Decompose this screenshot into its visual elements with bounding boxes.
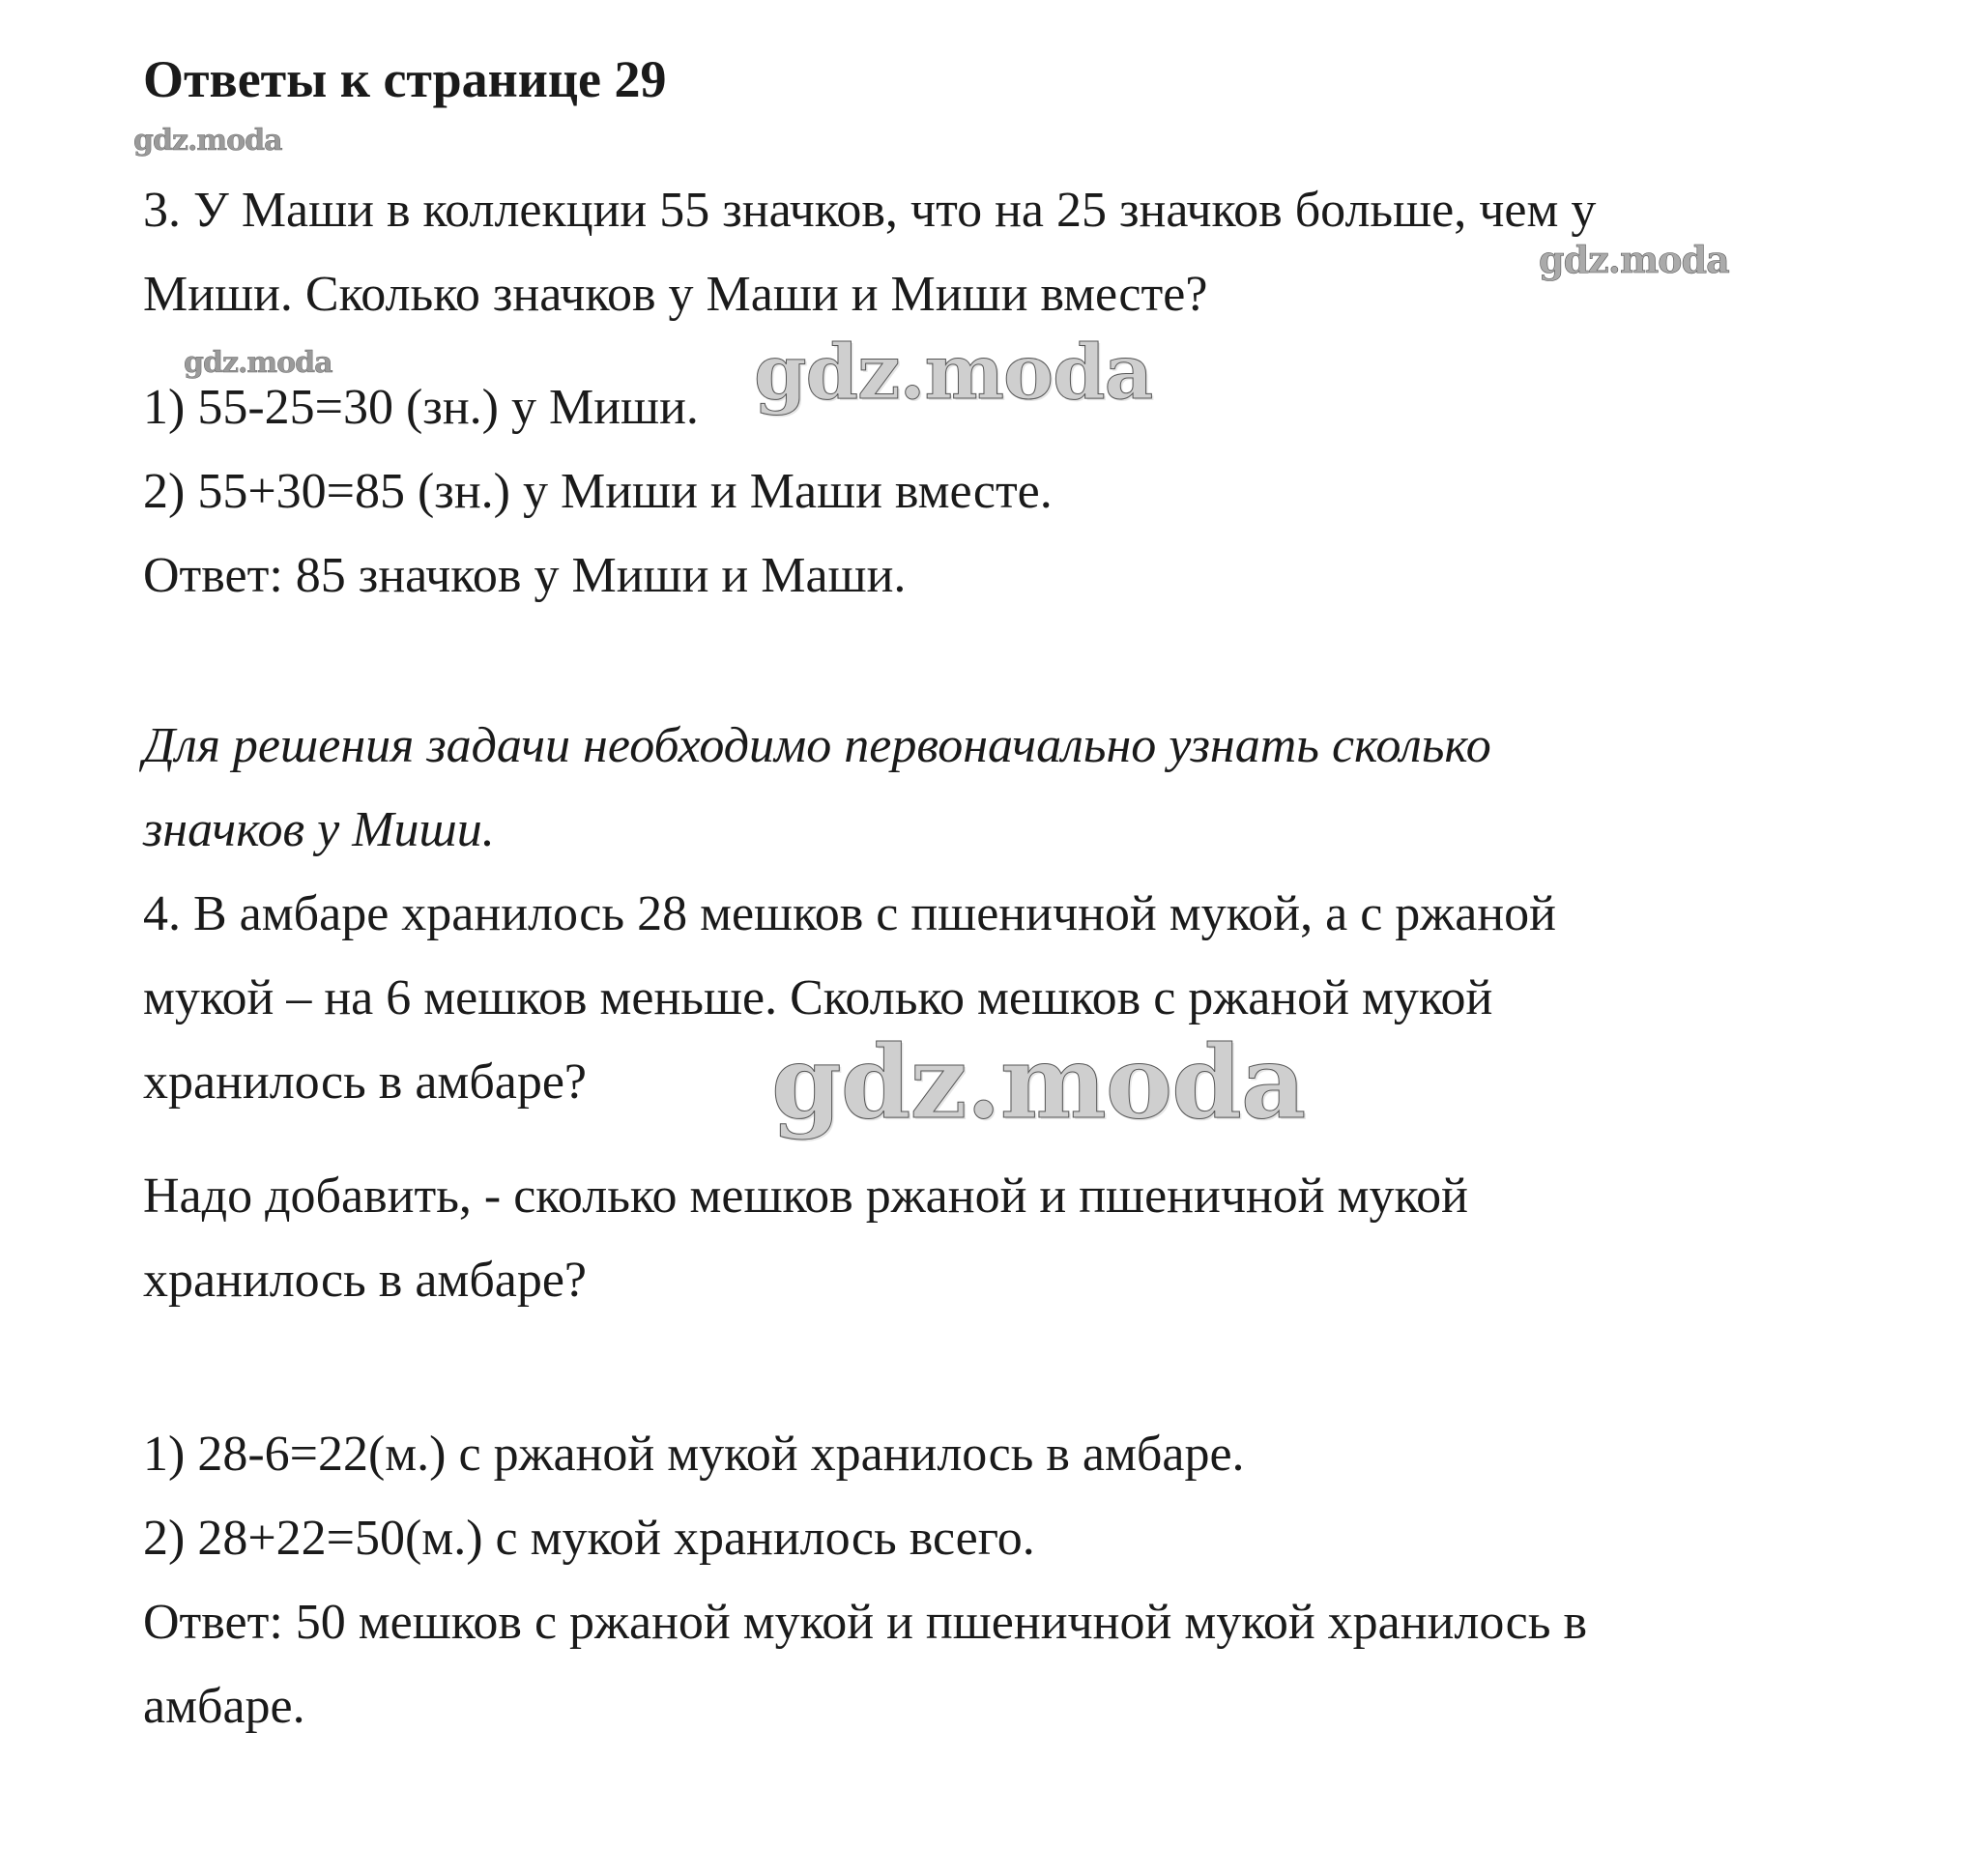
task4-step1: 1) 28-6=22(м.) с ржаной мукой хранилось в амбаре. xyxy=(143,1427,1245,1482)
task4-addition-line1: Надо добавить, - сколько мешков ржаной и пшеничной мукой xyxy=(143,1169,1468,1224)
task4-addition-line2: хранилось в амбаре? xyxy=(143,1253,588,1308)
page-title: Ответы к странице 29 xyxy=(143,50,667,108)
task3-hint-line1: Для решения задачи необходимо первоначально узнать сколько xyxy=(143,718,1491,773)
watermark-large-1: gdz.moda xyxy=(754,329,1153,417)
task3-step2: 2) 55+30=85 (зн.) у Миши и Маши вместе. xyxy=(143,464,1053,519)
task3-question-line2: Миши. Сколько значков у Маши и Миши вместе? xyxy=(143,267,1208,322)
task4-answer-line1: Ответ: 50 мешков с ржаной мукой и пшеничной мукой хранилось в xyxy=(143,1595,1588,1650)
task3-hint-line2: значков у Миши. xyxy=(143,802,495,857)
watermark-small-1: gdz.moda xyxy=(133,124,282,158)
task4-question-line2: мукой – на 6 мешков меньше. Сколько мешков с ржаной мукой xyxy=(143,970,1493,1025)
task4-step2: 2) 28+22=50(м.) с мукой хранилось всего. xyxy=(143,1511,1035,1566)
watermark-medium-1: gdz.moda xyxy=(1539,238,1729,281)
watermark-xlarge-1: gdz.moda xyxy=(771,1023,1306,1141)
task4-question-line1: 4. В амбаре хранилось 28 мешков с пшеничной мукой, а с ржаной xyxy=(143,886,1556,941)
watermark-small-2: gdz.moda xyxy=(184,346,332,380)
task4-question-line3: хранилось в амбаре? xyxy=(143,1054,588,1110)
task3-answer: Ответ: 85 значков у Миши и Маши. xyxy=(143,548,907,603)
task3-question-line1: 3. У Маши в коллекции 55 значков, что на 25 значков больше, чем у xyxy=(143,183,1597,238)
task3-step1: 1) 55-25=30 (зн.) у Миши. xyxy=(143,380,699,435)
task4-answer-line2: амбаре. xyxy=(143,1679,305,1734)
